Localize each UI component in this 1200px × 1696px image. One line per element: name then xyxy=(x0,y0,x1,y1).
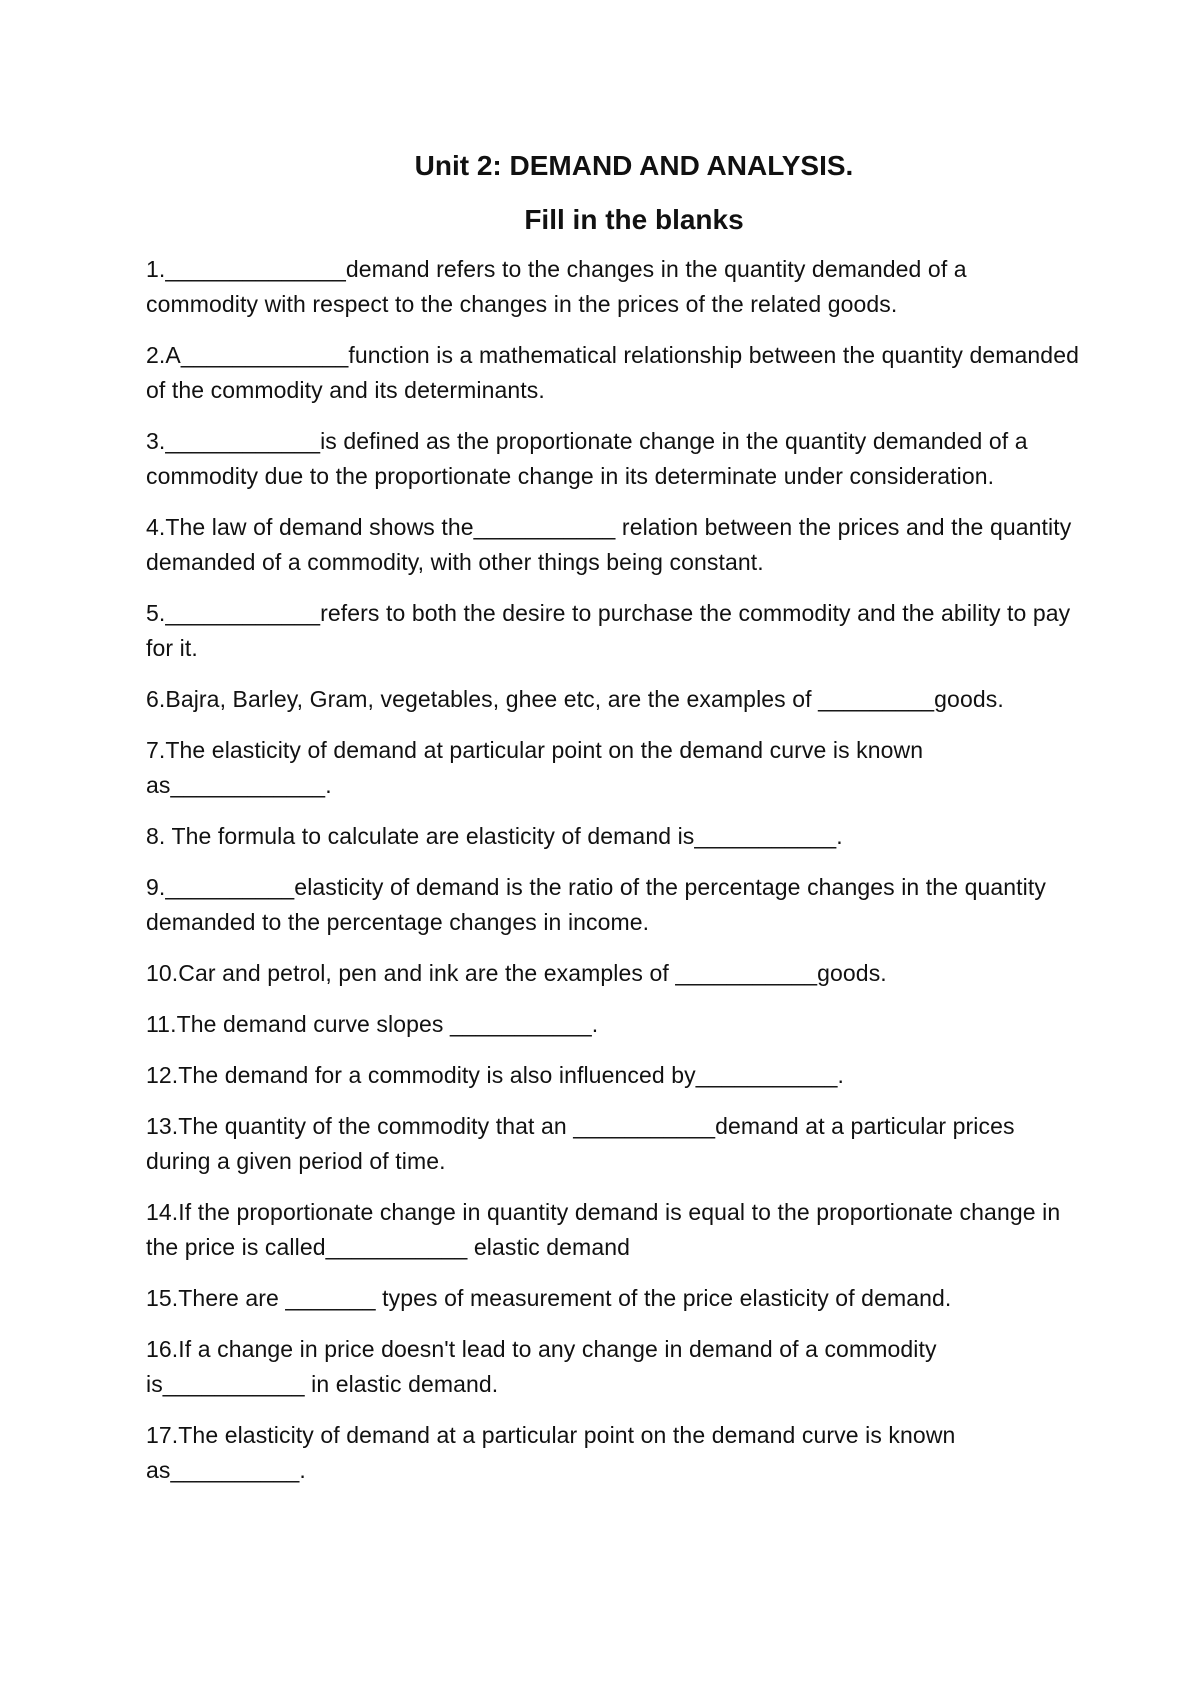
question-12: 12.The demand for a commodity is also influenced by___________. xyxy=(146,1062,845,1088)
question-14: 14.If the proportionate change in quantity demand is equal to the proportionate change in the price is called___________ elastic demand xyxy=(146,1199,1061,1260)
question-3: 3.____________is defined as the proportionate change in the quantity demanded of a commodity due to the proportionate change in its determinate under consideration. xyxy=(146,428,1028,489)
question-6: 6.Bajra, Barley, Gram, vegetables, ghee etc, are the examples of _________goods. xyxy=(146,686,1004,712)
question-15: 15.There are _______ types of measurement of the price elasticity of demand. xyxy=(146,1285,952,1311)
question-13: 13.The quantity of the commodity that an ___________demand at a particular prices during a given period of time. xyxy=(146,1113,1015,1174)
question-10: 10.Car and petrol, pen and ink are the examples of ___________goods. xyxy=(146,960,887,986)
question-4: 4.The law of demand shows the___________ relation between the prices and the quantity demanded of a commodity, with other things being constant. xyxy=(146,514,1072,575)
question-11: 11.The demand curve slopes ___________. xyxy=(146,1011,599,1037)
question-7: 7.The elasticity of demand at particular point on the demand curve is known as____________. xyxy=(146,737,924,798)
question-2: 2.A_____________function is a mathematical relationship between the quantity demanded of the commodity and its determinants. xyxy=(146,342,1079,403)
question-8: 8. The formula to calculate are elasticity of demand is___________. xyxy=(146,823,843,849)
section-subtitle: Fill in the blanks xyxy=(524,204,744,235)
question-list xyxy=(146,252,1080,1488)
question-17: 17.The elasticity of demand at a particular point on the demand curve is known as__________. xyxy=(146,1422,956,1483)
question-5: 5.____________refers to both the desire to purchase the commodity and the ability to pay for it. xyxy=(146,600,1071,661)
question-16: 16.If a change in price doesn't lead to any change in demand of a commodity is___________ in elastic demand. xyxy=(146,1336,937,1397)
page-title: Unit 2: DEMAND AND ANALYSIS. xyxy=(414,150,854,181)
question-9: 9.__________elasticity of demand is the ratio of the percentage changes in the quantity demanded to the percentage changes in income. xyxy=(146,874,1046,935)
question-1: 1.______________demand refers to the changes in the quantity demanded of a commodity with respect to the changes in the prices of the related goods. xyxy=(146,256,967,317)
